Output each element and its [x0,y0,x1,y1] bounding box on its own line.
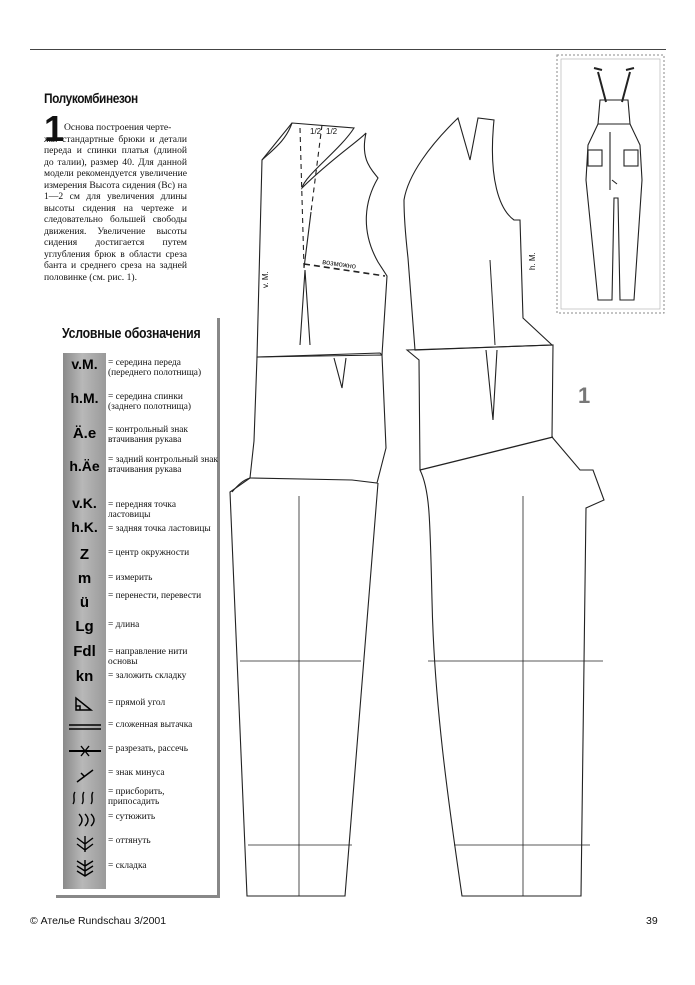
legend-description: = задняя точка ластовицы [108,524,211,534]
figure-drop-number: 1 [44,108,65,149]
legend-description: = контрольный знак втачивания рукава [108,425,188,445]
legend-symbol: m [77,570,92,587]
front-pattern-piece [230,123,387,896]
legend-symbol: Fdl [73,643,96,660]
legend-description: = сутюжить [108,812,156,822]
legend-description: = прямой угол [108,698,166,708]
legend-description: = заложить складку [108,671,187,681]
legend-description: = длина [108,620,140,630]
legend-description: = измерить [108,573,153,583]
legend-symbol: Z [79,546,90,563]
legend-description: = середина спинки (заднего полотнища) [108,392,192,412]
legend-description: = передняя точка ластовицы [108,500,176,520]
legend-symbol: h.M. [70,390,99,406]
label-back-middle: h. M. [528,252,537,270]
legend-description: = разрезать, рассечь [108,744,189,754]
legend-symbol: ü [79,594,90,611]
label-half-a: 1/2 [310,127,322,136]
legend-description: = присборить, припосадить [108,787,165,807]
page-number: 39 [646,915,658,927]
legend-description: = середина переда (переднего полотнища) [108,358,202,378]
legend-symbol: Lg [75,618,94,635]
section-title: Полукомбинезон [44,90,138,106]
legend-symbol: h.K. [71,519,98,535]
legend-symbol: kn [75,668,94,685]
legend-description: = задний контрольный знак втачивания рукава [108,455,218,475]
legend-symbol: Ä.e [72,425,97,442]
footer-credit: © Ателье Rundschau 3/2001 [30,915,167,927]
legend-description: = сложенная вытачка [108,720,193,730]
legend-symbol: v.M. [71,356,98,372]
legend-description: = центр окружности [108,548,190,558]
legend-description: = знак минуса [108,768,165,778]
legend-description: = направление нити основы [108,647,188,667]
overalls-thumbnail [557,55,664,313]
legend-symbol: v.K. [72,495,97,511]
legend-symbol: h.Äe [69,458,100,474]
legend-description: = оттянуть [108,836,151,846]
legend-description: = складка [108,861,147,871]
label-possible: возможно [321,257,357,271]
legend-title: Условные обозначения [62,325,201,342]
intro-first-line: Основа построения черте- [64,122,172,133]
intro-body: жа: стандартные брюки и детали переда и спинки платья (длиной до талии), размер 40. Для данной модели рекомендуется увеличение измерения Высота сидения (Вс) на 1—2 см для увеличения длины высоты сидения на чертеже и следовательно большей свободы движения. Увеличение высоты сидения достигается путем углубления брюк в области среза банта и среднего среза на задней половинке (см. рис. 1). [44,133,187,283]
label-half-b: 1/2 [326,127,338,136]
legend-description: = перенести, перевести [108,591,202,601]
label-front-middle: v. M. [261,271,270,288]
figure-number: 1 [578,383,591,408]
back-pattern-piece [404,118,604,896]
